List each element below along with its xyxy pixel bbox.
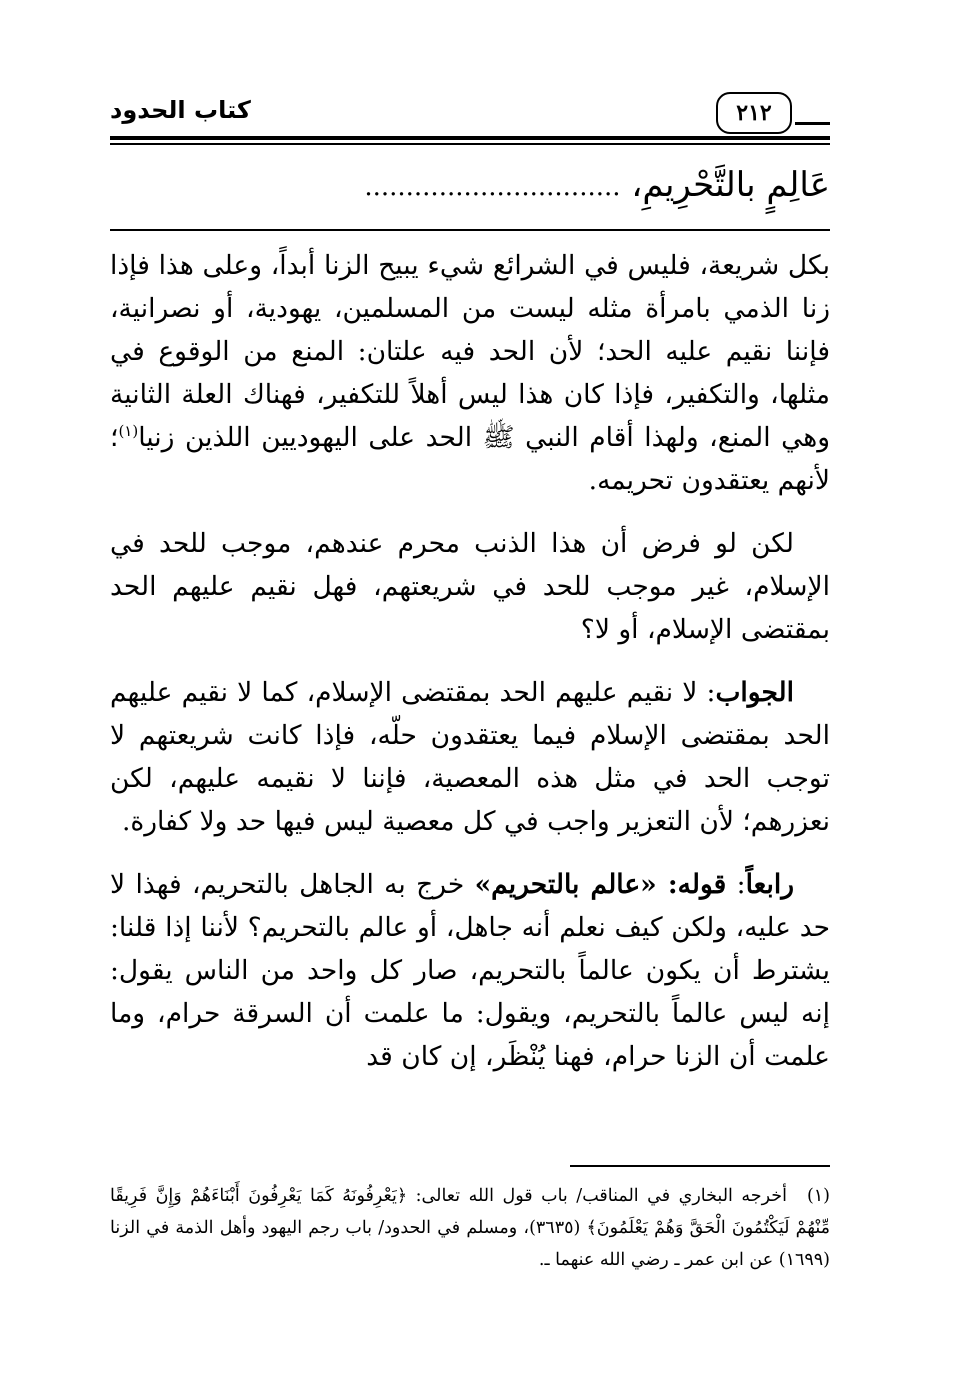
paragraph-3-text: : لا نقيم عليهم الحد بمقتضى الإسلام، كما لا نقيم عليهم الحد بمقتضى الإسلام فيما يعتقدون حلّه، فإذا كانت شريعتهم لا توجب الحد في مثل هذه المعصية، فإننا لا نقيمه عليهم، لكن نعزرهم؛ لأن التعزير واجب في كل معصية ليس فيها حد ولا كفارة. [110,677,830,837]
paragraph-3 [110,671,830,843]
page-header [110,92,830,152]
header-rule-thick [110,136,830,140]
footnote-reference: (١) [118,422,139,441]
page-number: ٢١٢ [716,92,792,134]
header-rule-thin [110,143,830,145]
colon: : [726,869,746,900]
qawluh-label: قوله [677,869,727,900]
matn-dots: ............................... [364,172,621,202]
fourthly-label: رابعاً [745,869,795,900]
paragraph-1 [110,244,830,502]
footnote-text: أخرجه البخاري في المناقب/ باب قول الله تعالى: ﴿يَعْرِفُونَهُ كَمَا يَعْرِفُونَ أَبْنَاءَهُمْ وَإِنَّ فَرِيقًا مِّنْهُمْ لَيَكْتُمُونَ الْحَقَّ وَهُمْ يَعْلَمُونَ﴾ (٣٦٣٥)، ومسلم في الحدود/ باب رجم اليهود وأهل الذمة في الزنا (١٦٩٩) عن ابن عمر ـ رضي الله عنهما ـ. [110,1186,830,1270]
answer-label: الجواب [715,677,794,708]
paragraph-2-text: لكن لو فرض أن هذا الذنب محرم عندهم، موجب للحد في الإسلام، غير موجب للحد في شريعتهم، فهل نقيم عليهم الحد بمقتضى الإسلام، أو لا؟ [110,528,830,645]
matn-heading [110,160,830,210]
book-title: كتاب الحدود [110,96,251,124]
paragraph-1-text: بكل شريعة، فليس في الشرائع شيء يبيح الزنا أبداً، وعلى هذا فإذا زنا الذمي بامرأة مثله ليست من المسلمين، يهودية، أو نصرانية، فإننا نقيم عليه الحد؛ لأن الحد فيه علتان: المنع من الوقوع في مثلها، والتكفير، فإذا كان هذا ليس أهلاً للتكفير، فهناك العلة الثانية وهي المنع، ولهذا أقام النبي ﷺ الحد على اليهوديين اللذين زنيا [110,250,830,453]
paragraph-1-end: ؛ لأنهم يعتقدون تحريمه. [110,422,830,496]
paragraph-2 [110,522,830,651]
body-text [110,244,830,1098]
footnote-marker: (١) [806,1186,830,1206]
matn-text: عَالِمٍ بالتَّحْرِيمِ، [631,165,830,205]
header-rule-short [795,122,830,125]
paragraph-4-text: خرج به الجاهل بالتحريم، فهذا لا حد عليه، ولكن كيف نعلم أنه جاهل، أو عالم بالتحريم؟ لأننا إذا قلنا: يشترط أن يكون عالماً بالتحريم، صار كل واحد من الناس يقول: إنه ليس عالماً بالتحريم، ويقول: ما علمت أن السرقة حرام، وما علمت أن الزنا حرام، فهنا يُنْظَر، إن كان قد [110,869,830,1072]
footnote-rule [570,1165,830,1167]
matn-rule [110,229,830,231]
paragraph-4 [110,863,830,1078]
footnotes [110,1180,830,1276]
quoted-matn: : «عالم بالتحريم» [474,869,678,900]
